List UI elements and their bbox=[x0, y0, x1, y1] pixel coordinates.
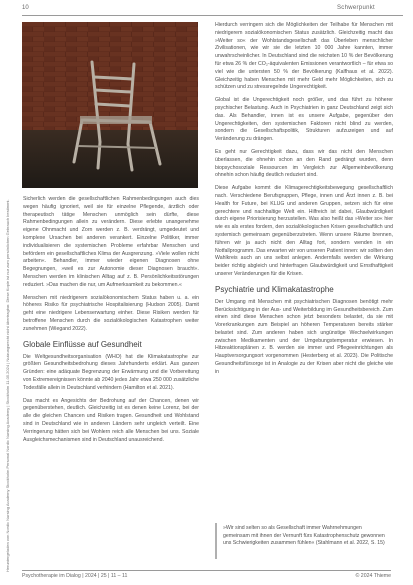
chair-photo-illustration bbox=[22, 22, 198, 188]
download-notice: Heruntergeladen von Nordic Nursing Academy Stockholm Personal Nordic Nursing Academy | Stockholm 11.05.2024 | Nutzungsrecht nicht übertragbar. Diese Kopie ist nur zum persönlichen Gebrauch bestimmt. bbox=[5, 199, 10, 572]
paragraph: Menschen mit niedrigerem sozialökonomischem Status haben u. a. ein höheres Risiko für psychiatrische Hospitalisierung (Hudson 2005). Damit geht eine niedrigere Lebenserwartung einher. Diese Risiken werden für betroffene Menschen durch die sozialökologischen Katastrophen weiter zunehmen (Wiegand 2022). bbox=[23, 294, 199, 332]
header-rule bbox=[22, 15, 403, 16]
paragraph: Das macht es Angesichts der Bedrohung auf der Chancen, denen wir gegenüberstehen, deutlich. Gleichzeitig ist es denen keine Lorenz, bei der alle die gleichen Chancen und Risiken tragen. Gesundheit und Wohlstand sind in Deutschland wie in anderen Ländern sehr ungleich verteilt. Eine Verringerung hätten sich bei Wohlern reich alle Menschen bei uns. Soziale Ausgleichsmechanismen sind in Deutschland unausreichend. bbox=[23, 397, 199, 443]
journal-citation: Psychotherapie im Dialog | 2024 | 25 | 11 – 11 bbox=[22, 573, 128, 579]
paragraph: Sicherlich werden die gesellschaftlichen Rahmenbedingungen auch dies wegen häufig ignoriert, weil sie für einzelne Pflegende, ärztlich oder therapeutisch tätige Menschen unmöglich sein dürfte, diese Rahmenbedingungen allein zu verändern. Diese erlebte unangenehme eigene Ohnmacht und Zorn werden z. B. verdrängt, umgedeutet und komplexe Ursachen bei anderen verankert. Einzelne Politiker, immer individualisieren die systemischen Probleme erfahrbar Menschen und befördern ein gesellschaftliches Klima der Ausgrenzung. »Viele wollen nicht arbeiten«. Behandler, immer wieder eigenen Diagnosen ohne Begegnungen, »weil es zur Autonomie dieser Diagnosen braucht«. Menschen werden im klinischen Alltag auf z. B. Persönlichkeitsstörungen reduziert. »Das machen die nur, um Aufmerksamkeit zu bekommen.« bbox=[23, 196, 199, 288]
paragraph: Global ist die Ungerechtigkeit noch größer, und das führt zu höherer psychischer Belastung. Auch in Psychiatrien in ganz Deutschland zeigt sich das. Als Behandler, innen ist es unsere Aufgabe, gegenüber den Ungerechtigkeiten, den systemischen Faktoren nicht blind zu werden, sondern die Gesellschaftspolitik, Strukturen aufzuzeigen und auf Veränderung zu drängen. bbox=[215, 97, 393, 143]
paragraph: Hierdurch verringern sich die Möglichkeiten der Teilhabe für Menschen mit niedrigerem sozialökonomischen Status zusätzlich. Gleichzeitig macht das »Weiter so« der Wohlstandsgesellschaft das Überleben menschlicher Zivilisationen, wie wir sie die letzten 10 000 Jahre kannten, immer unwahrscheinlicher. In Deutschland sind die reichsten 10 % der Bevölkerung für etwa 26 % der CO₂-äquivalenten Emissionen verantwortlich – für etwa so viel wie die untersten 50 % der Bevölkerung (Kalfhaus et al. 2022). Gleichzeitig haben Menschen mit mehr Geld mehr Möglichkeiten, sich zu schützen und zu stressregelnde Ungerechtigkeit. bbox=[215, 22, 393, 91]
paragraph: Der Umgang mit Menschen mit psychiatrischen Diagnosen benötigt mehr Berücksichtigung in der Aus- und Weiterbildung im Gesundheitsbereich. Zum einen sind diese Menschen schon jetzt besonders belastet, da sie mit Vorerkrankungen zum Beispiel an höheren Temperaturen bereits stärker belastet sind. Zum anderen haben sich ungünstige Wechselwirkungen zwischen Medikamenten und der Umgebungstemperatur erwiesen. In Hitzeaktionsplänen z. B. werden sie immer und Pflegeeinrichtungen als Hauptversorgungsort vorgenommen (Hesterberg et al. 2023). Die Politische Gesundheitsfürsorge ist in Analogie zu der Krisen aber nicht die gleiche wie in bbox=[215, 298, 393, 375]
paragraph: Es geht nur Gerechtigkeit dazu, dass wir das nicht den Menschen überlassen, die ohnehin schon an den Rand gedrängt wurden, denn biopsychosoziale Ressourcen im Vergleich zur Allgemeinbevölkerung ohnehin schon häufig deutlich reduziert sind. bbox=[215, 148, 393, 179]
paragraph: Diese Aufgabe kommt die Klimagerechtigkeitsbewegung gesellschaftlich nach. Verschiedene Berufsgruppen, Pflege, innen und Ärzt innen z. B. bei Health for Future, bei KLUG und anderen Gruppen, setzen sich für eine gerechtere und nachhaltige Welt ein. Hilfreich ist dabei, Glaubwürdigkeit durch eigene Priorisierung herzustellen. Was also heißt das »Weiter so« hier wie es als erstes fordern, den sozialökologischen Krisen gesellschaftlich und systemisch gemeinsam gegenüberzutreten. Wenn unsere Räume brennen, führen wir ja auch nicht den Alltag fort, sondern wenden in ein Notfallprogramm. Das erwarten wir von unseren Patient innen: wir sollten den Wahlkreis auch an uns selbst anlegen. Andernfalls werden die Wirkung beider richtig abgleich und hinterfragen Glaubwürdigkeit und Ernsthaftigkeit unserer Veränderungen für die Krisen. bbox=[215, 185, 393, 277]
left-column bbox=[23, 196, 199, 449]
page-footer bbox=[22, 570, 391, 580]
section-heading: Globale Einflüsse auf Gesundheit bbox=[23, 339, 142, 349]
section-title: Schwerpunkt bbox=[337, 5, 375, 11]
page-header bbox=[22, 3, 403, 17]
footer-rule bbox=[22, 570, 391, 571]
photo-chair-icon bbox=[22, 22, 198, 188]
right-column bbox=[215, 22, 393, 382]
copyright: © 2024 Thieme bbox=[355, 573, 391, 579]
pull-quote bbox=[215, 523, 385, 559]
paragraph: Die Weltgesundheitsorganisation (WHO) hat die Klimakatastrophe zur größten Gesundheitsbedrohung dieses Jahrhunderts erklärt. Aus ganzen Gründen: eine adäquate Begrenzung der Erwärmung und die Vorbereitung von Extremereignissen könnte ab 2040 jedes Jahr etwa 250 000 zusätzliche Todesfälle allein in Deutschland verhindern (Hamilton et al. 2021). bbox=[23, 353, 199, 391]
page-number: 10 bbox=[22, 5, 29, 11]
section-heading: Psychiatrie und Klimakatastrophe bbox=[215, 284, 334, 294]
quote-text: »Wir sind selten so als Gesellschaft immer Wahrnehmungen gemeinsam mit ihnen der Vernunft fürs Katastrophenschutz gewonnen uns Schwierigkeiten zusammen fühlen« (Stahlmann et al. 2022, S. 15) bbox=[223, 525, 385, 547]
